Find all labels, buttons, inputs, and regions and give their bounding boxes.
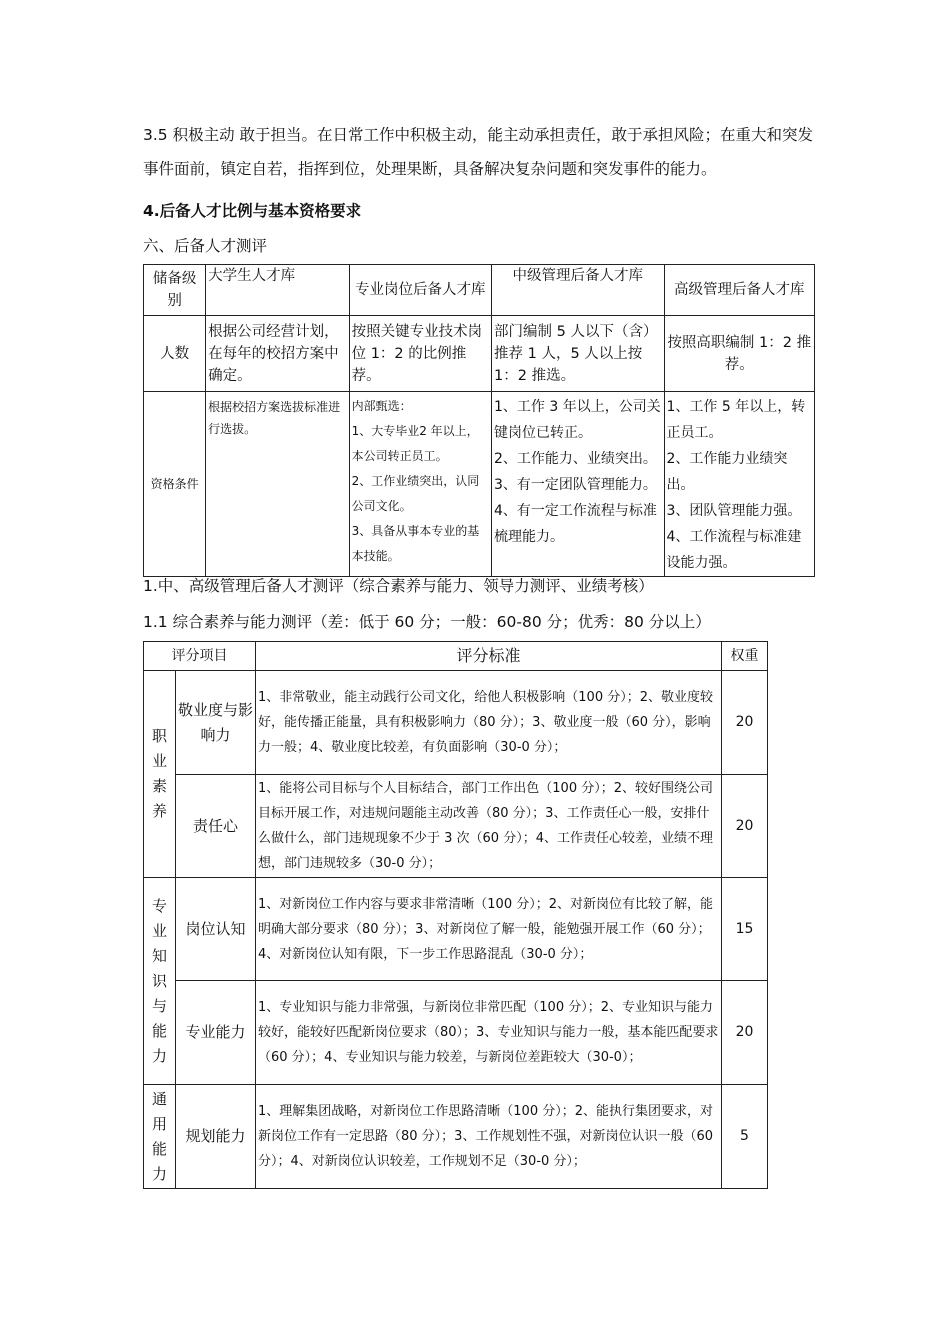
table-cell: 按照关键专业技术岗位 1：2 的比例推荐。 bbox=[349, 316, 491, 392]
item-name: 敬业度与影响力 bbox=[176, 671, 256, 775]
category-label: 通用能力 bbox=[151, 1089, 167, 1183]
table-cell: 1、工作 3 年以上，公司关键岗位已转正。 2、工作能力、业绩突出。 3、有一定团队管理能力。 4、有一定工作流程与标准梳理能力。 bbox=[492, 392, 665, 577]
table-cell: 根据公司经营计划，在每年的校招方案中确定。 bbox=[206, 316, 349, 392]
item-name: 责任心 bbox=[176, 775, 256, 878]
criteria-cell: 1、非常敬业，能主动践行公司文化，给他人积极影响（100 分）；2、敬业度较好，能传播正能量，具有积极影响力（80 分）；3、敬业度一般（60 分），影响力一般；4、敬业度比较差，有负面影响（30-0 分）； bbox=[256, 671, 722, 775]
table-cell: 部门编制 5 人以下（含）推荐 1 人，5 人以上按 1：2 推选。 bbox=[492, 316, 665, 392]
criteria-cell: 1、专业知识与能力非常强，与新岗位非常匹配（100 分）；2、专业知识与能力较好，能较好匹配新岗位要求（80）；3、专业知识与能力一般，基本能匹配要求（60 分）；4、专业知识与能力较差，与新岗位差距较大（30-0）； bbox=[256, 981, 722, 1085]
category-cell bbox=[144, 878, 176, 1085]
header-cell: 储备级别 bbox=[144, 265, 206, 316]
item-name: 岗位认知 bbox=[176, 878, 256, 981]
weight-cell: 20 bbox=[722, 775, 768, 878]
category-label: 专业知识与能力 bbox=[151, 896, 167, 1065]
row-label: 资格条件 bbox=[144, 392, 206, 577]
header-cell: 评分项目 bbox=[144, 642, 256, 671]
table-cell: 1、工作 5 年以上，转正员工。 2、工作能力业绩突出。 3、团队管理能力强。 4、工作流程与标准建设能力强。 bbox=[664, 392, 814, 577]
header-cell: 评分标准 bbox=[256, 642, 722, 671]
category-cell bbox=[144, 1085, 176, 1189]
header-cell: 大学生人才库 bbox=[206, 265, 349, 316]
reserve-talent-table bbox=[143, 264, 815, 577]
table-header-row bbox=[144, 642, 768, 671]
row-label: 人数 bbox=[144, 316, 206, 392]
header-cell: 专业岗位后备人才库 bbox=[349, 265, 491, 316]
heading-1: 1.中、高级管理后备人才测评（综合素养与能力、领导力测评、业绩考核） bbox=[143, 577, 654, 595]
header-cell: 权重 bbox=[722, 642, 768, 671]
category-cell bbox=[144, 671, 176, 878]
weight-cell: 20 bbox=[722, 981, 768, 1085]
table-row bbox=[144, 392, 815, 577]
criteria-cell: 1、理解集团战略，对新岗位工作思路清晰（100 分）；2、能执行集团要求，对新岗位工作有一定思路（80 分）；3、工作规划性不强，对新岗位认识一般（60 分）；4、对新岗位认识较差，工作规划不足（30-0 分）； bbox=[256, 1085, 722, 1189]
criteria-cell: 1、能将公司目标与个人目标结合，部门工作出色（100 分）；2、较好围绕公司目标开展工作，对违规问题能主动改善（80 分）；3、工作责任心一般，安排什么做什么，部门违规现象不少于 3 次（60 分）；4、工作责任心较差，业绩不理想，部门违规较多（30-0 分）； bbox=[256, 775, 722, 878]
item-name: 规划能力 bbox=[176, 1085, 256, 1189]
heading-1-1: 1.1 综合素养与能力测评（差：低于 60 分；一般：60-80 分；优秀：80 分以上） bbox=[143, 613, 711, 631]
table-row bbox=[144, 1085, 768, 1189]
weight-cell: 5 bbox=[722, 1085, 768, 1189]
table-row bbox=[144, 316, 815, 392]
table-cell: 按照高职编制 1：2 推荐。 bbox=[664, 316, 814, 392]
table-row bbox=[144, 671, 768, 775]
heading-section-6: 六、后备人才测评 bbox=[143, 237, 268, 255]
heading-section-4: 4.后备人才比例与基本资格要求 bbox=[143, 202, 362, 220]
weight-cell: 15 bbox=[722, 878, 768, 981]
paragraph-3-5: 3.5 积极主动 敢于担当。在日常工作中积极主动，能主动承担责任，敢于承担风险；在重大和突发事件面前，镇定自若，指挥到位，处理果断，具备解决复杂问题和突发事件的能力。 bbox=[143, 126, 814, 178]
table-row bbox=[144, 981, 768, 1085]
criteria-cell: 1、对新岗位工作内容与要求非常清晰（100 分）；2、对新岗位有比较了解，能明确大部分要求（80 分）；3、对新岗位了解一般，能勉强开展工作（60 分）；4、对新岗位认知有限，下一步工作思路混乱（30-0 分）； bbox=[256, 878, 722, 981]
table-row bbox=[144, 775, 768, 878]
table-cell: 根据校招方案选拔标准进行选拔。 bbox=[206, 392, 349, 577]
table-cell: 内部甄选： 1、大专毕业2 年以上，本公司转正员工。 2、工作业绩突出，认同公司文化。 3、具备从事本专业的基本技能。 bbox=[349, 392, 491, 577]
weight-cell: 20 bbox=[722, 671, 768, 775]
table-header-row bbox=[144, 265, 815, 316]
assessment-table bbox=[143, 641, 768, 1189]
header-cell: 高级管理后备人才库 bbox=[664, 265, 814, 316]
item-name: 专业能力 bbox=[176, 981, 256, 1085]
table-row bbox=[144, 878, 768, 981]
header-cell: 中级管理后备人才库 bbox=[492, 265, 665, 316]
category-label: 职业素养 bbox=[151, 727, 167, 820]
